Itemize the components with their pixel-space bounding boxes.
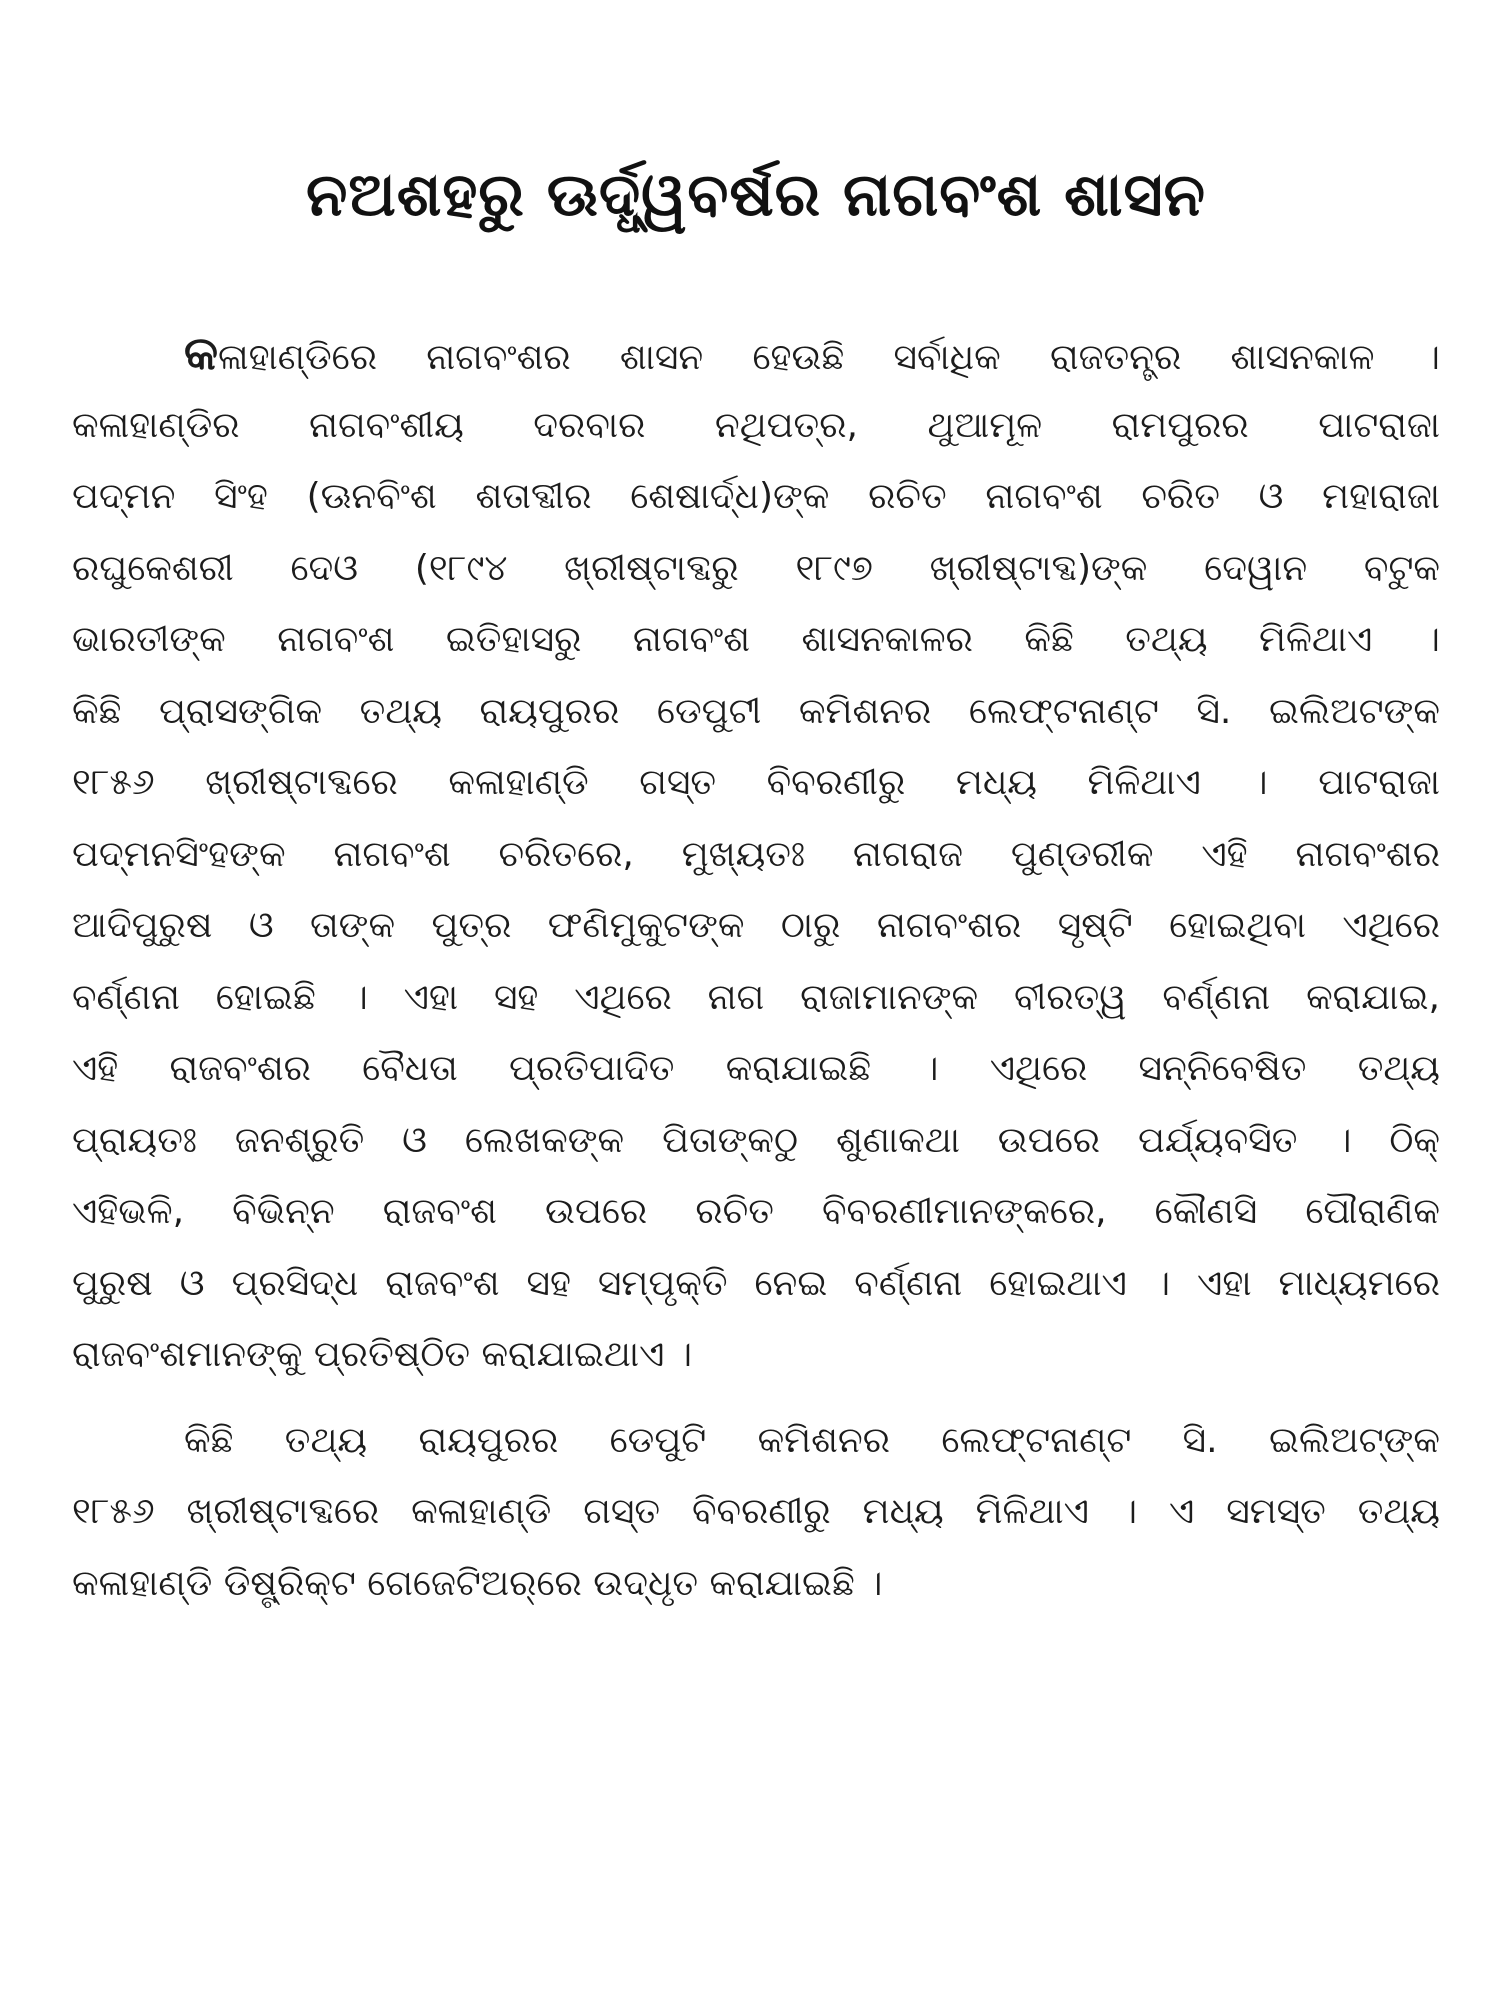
paragraph-1-line-15: ରାଜବଂଶମାନଙ୍କୁ ପ୍ରତିଷ୍ଠିତ କରାଯାଇଥାଏ ।	[72, 1334, 693, 1375]
paragraph-1-line-10: ବର୍ଣ୍ଣନା ହୋଇଛି । ଏହା ସହ ଏଥିରେ ନାଗ ରାଜାମାନଙ୍କ ବୀରତ୍ୱ ବର୍ଣ୍ଣନା କରାଯାଇ,	[72, 976, 1440, 1018]
paragraph-1-line-6: କିଛି ପ୍ରାସଙ୍ଗିକ ତଥ୍ୟ ରାୟପୁରର ଡେପୁଟୀ କମିଶନର ଲେଫ୍ଟନାଣ୍ଟ ସି. ଇଲିଅଟଙ୍କ	[72, 690, 1440, 732]
paragraph-1-line-12: ପ୍ରାୟତଃ ଜନଶ୍ରୁତି ଓ ଲେଖକଙ୍କ ପିତାଙ୍କଠୁ ଶୁଣାକଥା ଉପରେ ପର୍ଯ୍ୟବସିତ । ଠିକ୍	[72, 1119, 1440, 1161]
paragraph-1-line-1-text: ଳାହାଣ୍ଡିରେ ନାଗବଂଶର ଶାସନ ହେଉଛି ସର୍ବାଧିକ ରାଜତନ୍ତ୍ର ଶାସନକାଳ ।	[218, 337, 1440, 378]
paragraph-1-line-5: ଭାରତୀଙ୍କ ନାଗବଂଶ ଇତିହାସରୁ ନାଗବଂଶ ଶାସନକାଳର କିଛି ତଥ୍ୟ ମିଳିଥାଏ ।	[72, 619, 1440, 660]
paragraph-1	[72, 318, 1440, 1391]
paragraph-1-line-2: କଳାହାଣ୍ଡିର ନାଗବଂଶୀୟ ଦରବାର ନଥିପତ୍ର, ଥୁଆମୂଳ ରାମପୁରର ପାଟରାଜା	[72, 404, 1440, 446]
paragraph-1-line-13: ଏହିଭଳି, ବିଭିନ୍ନ ରାଜବଂଶ ଉପରେ ରଚିତ ବିବରଣୀମାନଙ୍କରେ, କୌଣସି ପୌରାଣିକ	[72, 1191, 1440, 1232]
paragraph-1-line-14: ପୁରୁଷ ଓ ପ୍ରସିଦ୍ଧ ରାଜବଂଶ ସହ ସମ୍ପୃକ୍ତି ନେଇ ବର୍ଣ୍ଣନା ହୋଇଥାଏ । ଏହା ମାଧ୍ୟମରେ	[72, 1262, 1440, 1304]
paragraph-1-line-11: ଏହି ରାଜବଂଶର ବୈଧତା ପ୍ରତିପାଦିତ କରାଯାଇଛି । ଏଥିରେ ସନ୍ନିବେଷିତ ତଥ୍ୟ	[72, 1048, 1440, 1089]
drop-cap: କ	[184, 326, 218, 380]
paragraph-1-line-9: ଆଦିପୁରୁଷ ଓ ତାଙ୍କ ପୁତ୍ର ଫଣିମୁକୁଟଙ୍କ ଠାରୁ ନାଗବଂଶର ସୃଷ୍ଟି ହୋଇଥିବା ଏଥିରେ	[72, 905, 1440, 946]
paragraph-1-line-1	[72, 318, 1440, 390]
paragraph-2-line-1: କିଛି ତଥ୍ୟ ରାୟପୁରର ଡେପୁଟି କମିଶନର ଲେଫ୍ଟନାଣ୍ଟ ସି. ଇଲିଅଟ୍‌ଙ୍କ	[184, 1419, 1440, 1461]
paragraph-1-line-8: ପଦ୍ମନସିଂହଙ୍କ ନାଗବଂଶ ଚରିତରେ, ମୁଖ୍ୟତଃ ନାଗରାଜ ପୁଣ୍ଡରୀକ ଏହି ନାଗବଂଶର	[72, 833, 1440, 875]
paragraph-2-line-3: କଳାହାଣ୍ଡି ଡିଷ୍ଟ୍ରିକ୍ଟ ଗେଜେଟିଅର୍‌ରେ ଉଦ୍ଧୃତ କରାଯାଇଛି ।	[72, 1562, 883, 1604]
paragraph-2	[72, 1405, 1440, 1620]
paragraph-1-line-7: ୧୮୫୬ ଖ୍ରୀଷ୍ଟାବ୍ଦରେ କଳାହାଣ୍ଡି ଗସ୍ତ ବିବରଣୀରୁ ମଧ୍ୟ ମିଳିଥାଏ । ପାଟରାଜା	[72, 762, 1440, 803]
paragraph-2-line-2: ୧୮୫୬ ଖ୍ରୀଷ୍ଟାବ୍ଦରେ କଳାହାଣ୍ଡି ଗସ୍ତ ବିବରଣୀରୁ ମଧ୍ୟ ମିଳିଥାଏ । ଏ ସମସ୍ତ ତଥ୍ୟ	[72, 1491, 1440, 1532]
paragraph-1-line-3: ପଦ୍ମନ ସିଂହ (ଊନବିଂଶ ଶତାବ୍ଦୀର ଶେଷାର୍ଦ୍ଧ)ଙ୍କ ରଚିତ ନାଗବଂଶ ଚରିତ ଓ ମହାରାଜା	[72, 476, 1440, 517]
page-title: ନଅଶହରୁ ଊର୍ଦ୍ଧ୍ୱବର୍ଷର ନାଗବଂଶ ଶାସନ	[306, 160, 1206, 230]
paragraph-1-line-4: ରଘୁକେଶରୀ ଦେଓ (୧୮୯୪ ଖ୍ରୀଷ୍ଟାବ୍ଦରୁ ୧୮୯୭ ଖ୍ରୀଷ୍ଟାବ୍ଦ)ଙ୍କ ଦେୱାନ ବଟୁକ	[72, 547, 1440, 589]
